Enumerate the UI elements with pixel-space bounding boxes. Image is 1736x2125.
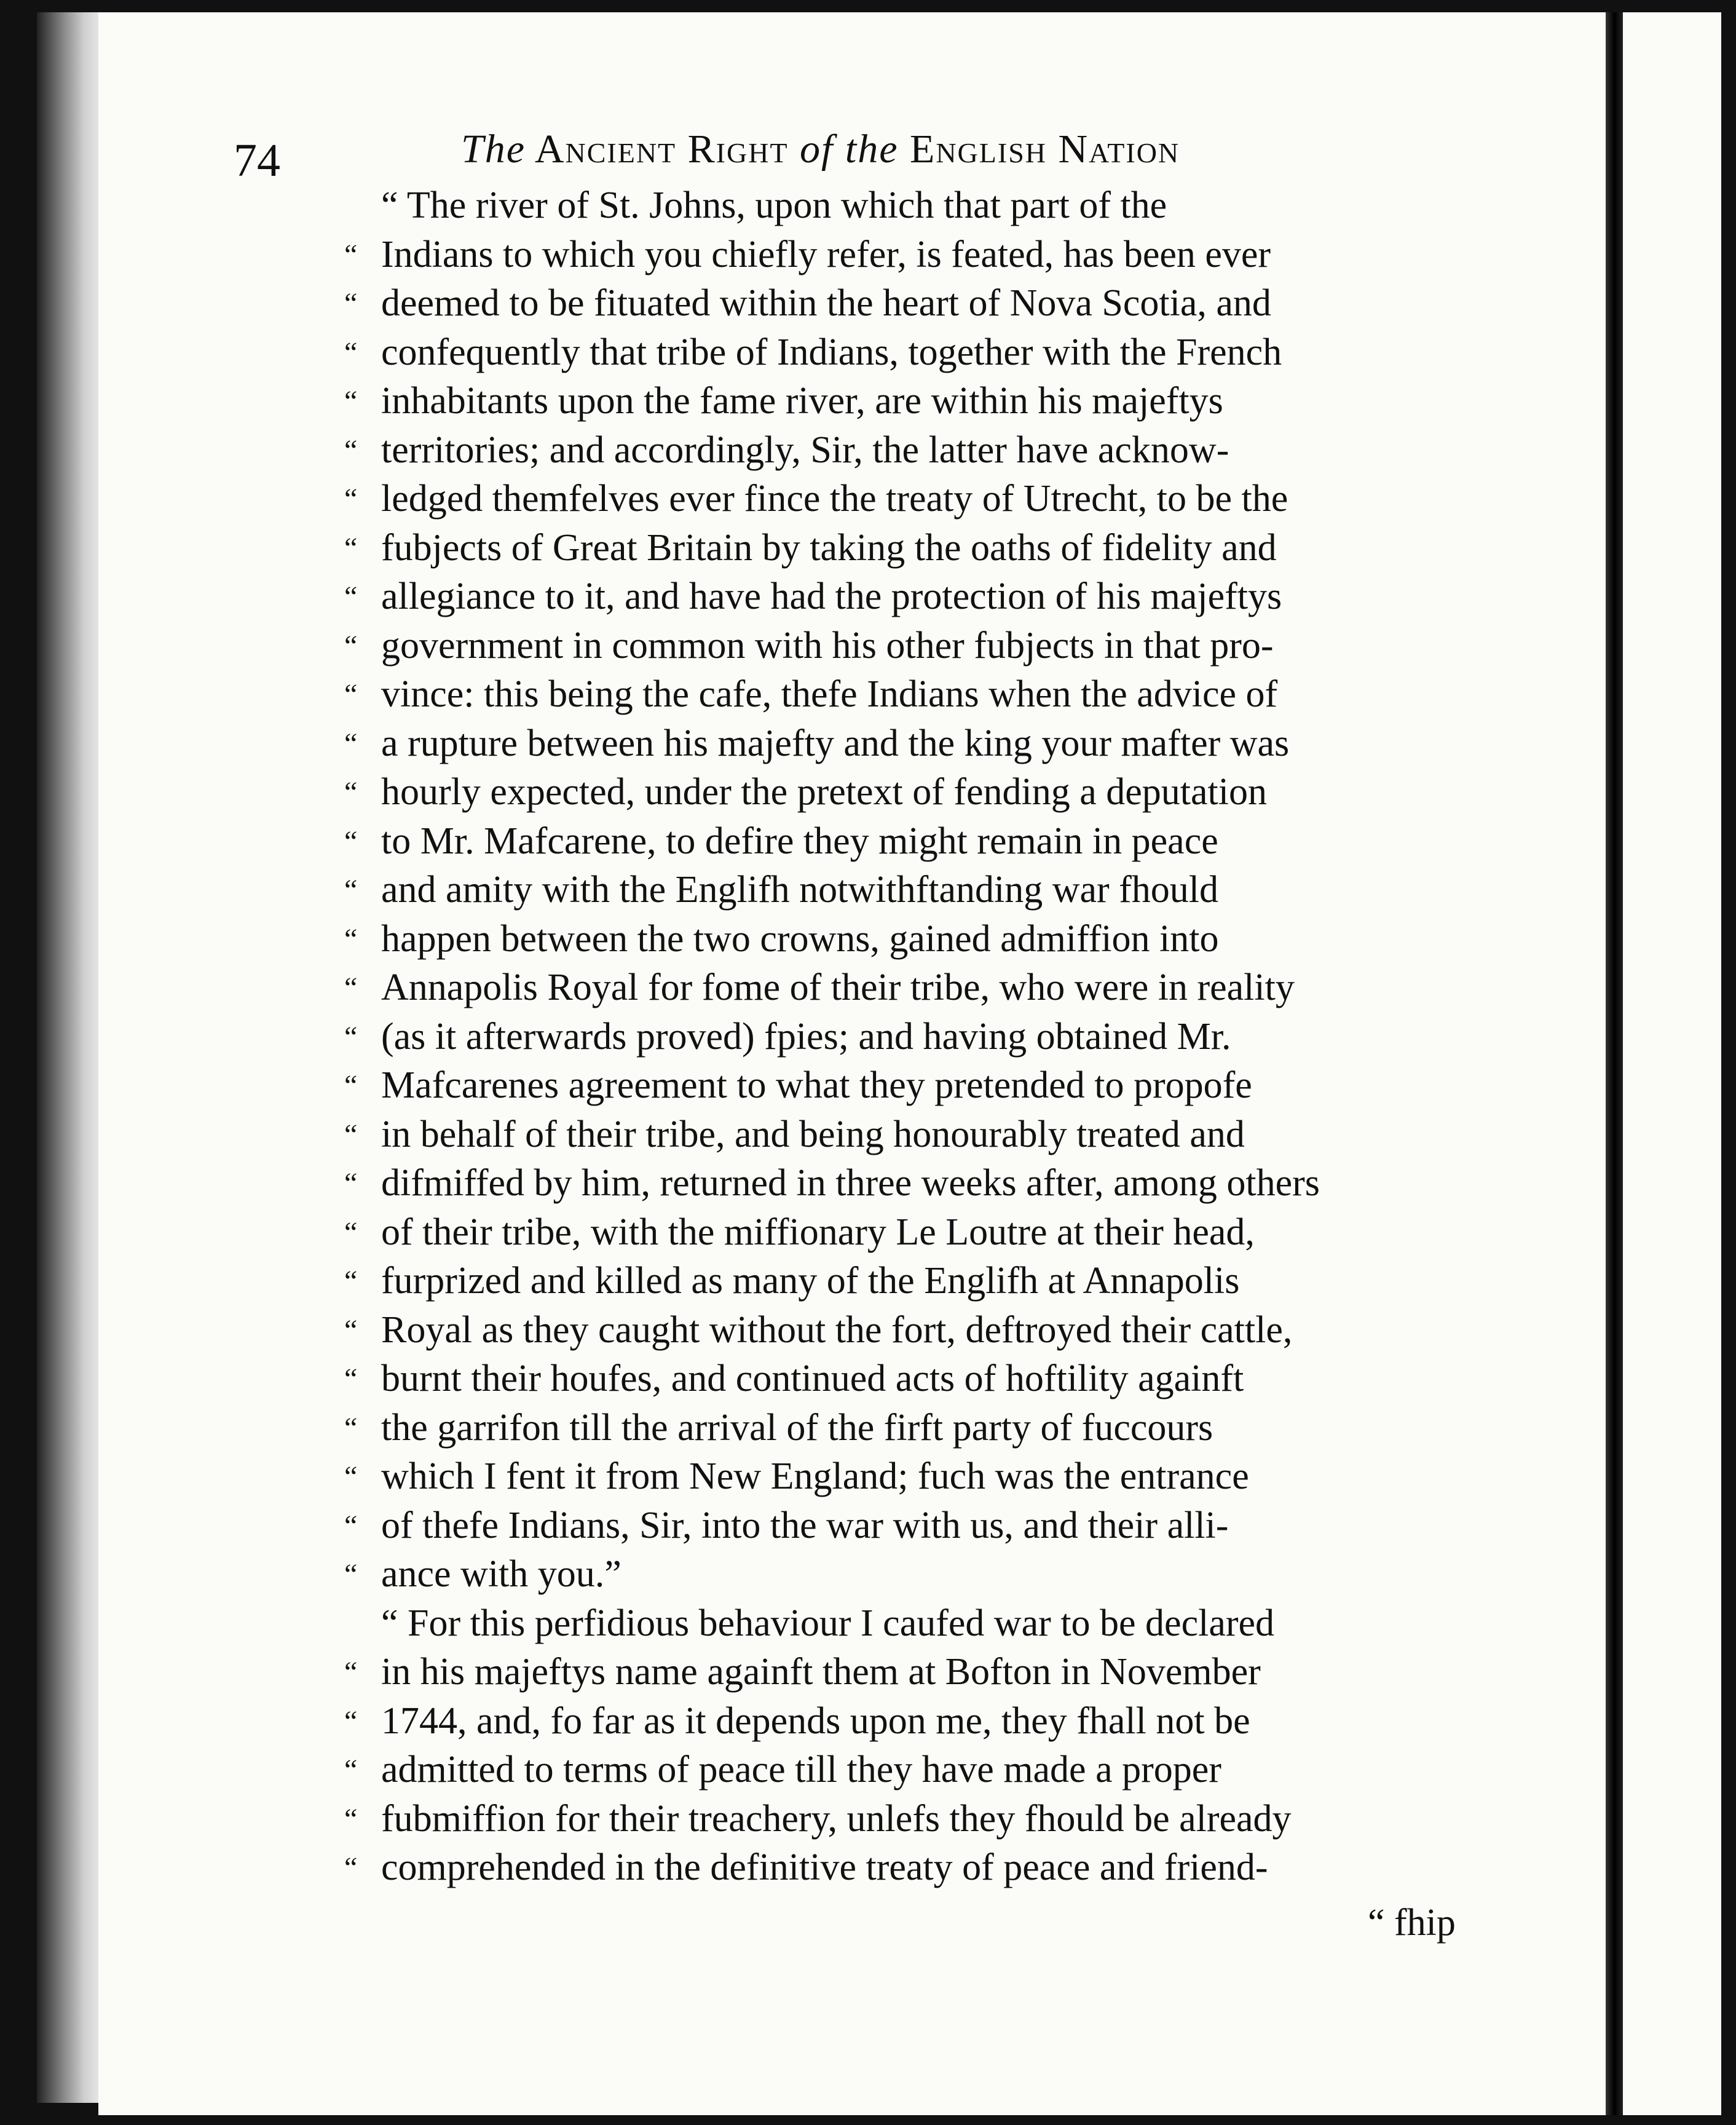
quote-mark: “	[344, 336, 358, 369]
text-line-content: to Mr. Mafcarene, to defire they might remain in peace	[381, 820, 1218, 862]
text-line-content: “ For this perfidious behaviour I caufed war to be declared	[381, 1602, 1275, 1644]
running-head-the: The	[461, 127, 526, 172]
text-line	[381, 1599, 1482, 1648]
quote-mark: “	[344, 1656, 358, 1688]
text-line-content: comprehended in the definitive treaty of peace and friend-	[381, 1846, 1268, 1888]
text-line-content: Annapolis Royal for fome of their tribe, who were in reality	[381, 967, 1295, 1008]
text-line	[344, 1843, 1482, 1893]
text-line	[344, 1404, 1482, 1453]
text-line	[344, 1795, 1482, 1844]
text-line-content: ledged themfelves ever fince the treaty of Utrecht, to be the	[381, 478, 1288, 520]
quote-mark: “	[344, 1167, 358, 1200]
quote-mark: “	[344, 1265, 358, 1297]
text-line-content: in his majeftys name againft them at Bofton in November	[381, 1651, 1261, 1693]
text-line	[381, 181, 1482, 231]
running-head	[461, 126, 1359, 173]
quote-mark: “	[344, 580, 358, 613]
text-line	[344, 1159, 1482, 1208]
text-line	[344, 1746, 1482, 1795]
quote-mark: “	[344, 1704, 358, 1738]
quote-mark: “	[344, 1216, 358, 1249]
quote-mark: “	[344, 483, 358, 515]
text-line-content: the garrifon till the arrival of the firft party of fuccours	[381, 1406, 1213, 1449]
quote-mark: “	[344, 385, 358, 417]
text-line	[344, 1355, 1482, 1404]
text-line	[344, 231, 1482, 280]
text-line	[344, 1061, 1482, 1110]
text-line	[344, 1110, 1482, 1160]
book-gutter	[1606, 12, 1623, 2115]
text-line-content: of their tribe, with the miffionary Le Loutre at their head,	[381, 1211, 1255, 1253]
text-line-content: “ The river of St. Johns, upon which that part of the	[381, 184, 1167, 226]
body-text	[344, 181, 1482, 1893]
quote-mark: “	[344, 922, 358, 956]
text-line-content: difmiffed by him, returned in three weeks after, among others	[381, 1162, 1320, 1204]
text-line-content: which I fent it from New England; fuch was the entrance	[381, 1455, 1249, 1497]
running-head-ancient-right: Ancient Right	[534, 127, 789, 172]
quote-mark: “	[344, 776, 358, 809]
quote-mark: “	[344, 629, 358, 662]
text-line	[344, 1502, 1482, 1551]
facing-page-edge	[1623, 12, 1721, 2115]
text-line	[344, 964, 1482, 1013]
quote-mark: “	[344, 678, 358, 711]
text-line-content: inhabitants upon the fame river, are within his majeftys	[381, 380, 1223, 422]
quote-mark: “	[344, 1069, 358, 1102]
text-line	[344, 1208, 1482, 1257]
text-line-content: burnt their houfes, and continued acts of hoftility againft	[381, 1358, 1244, 1399]
text-line-content: Royal as they caught without the fort, deftroyed their cattle,	[381, 1308, 1293, 1351]
text-line-content: ance with you.”	[381, 1553, 621, 1595]
text-line-content: vince: this being the cafe, thefe Indians when the advice of	[381, 673, 1278, 715]
quote-mark: “	[344, 1802, 358, 1835]
text-line	[344, 279, 1482, 328]
text-line	[344, 719, 1482, 769]
quote-mark: “	[344, 971, 358, 1004]
quote-mark: “	[344, 1851, 358, 1884]
catchword: “ fhip	[1368, 1902, 1456, 1944]
quote-mark: “	[344, 1313, 358, 1347]
quote-mark: “	[344, 1754, 358, 1786]
running-head-of-the: of the	[800, 127, 899, 172]
quote-mark: “	[344, 433, 358, 467]
text-line	[344, 1306, 1482, 1355]
text-line	[344, 377, 1482, 426]
quote-mark: “	[344, 1363, 358, 1395]
text-line	[344, 328, 1482, 378]
text-line-content: fubmiffion for their treachery, unlefs they fhould be already	[381, 1797, 1292, 1840]
text-line-content: 1744, and, fo far as it depends upon me, they fhall not be	[381, 1700, 1250, 1742]
quote-mark: “	[344, 1118, 358, 1151]
text-line-content: territories; and accordingly, Sir, the latter have acknow-	[381, 429, 1229, 471]
text-line	[344, 768, 1482, 817]
quote-mark: “	[344, 1509, 358, 1542]
running-head-english-nation: English Nation	[910, 127, 1180, 172]
text-line	[344, 866, 1482, 915]
text-line-content: happen between the two crowns, gained admiffion into	[381, 917, 1219, 960]
quote-mark: “	[344, 874, 358, 906]
quote-mark: “	[344, 1460, 358, 1493]
text-line	[344, 817, 1482, 866]
text-line	[344, 1013, 1482, 1062]
text-line-content: Indians to which you chiefly refer, is feated, has been ever	[381, 233, 1271, 275]
text-line-content: of thefe Indians, Sir, into the war with us, and their alli-	[381, 1504, 1229, 1546]
text-line	[344, 572, 1482, 622]
text-line	[344, 1648, 1482, 1697]
text-line	[344, 1697, 1482, 1746]
text-line-content: furprized and killed as many of the Englifh at Annapolis	[381, 1260, 1240, 1302]
text-line-content: Mafcarenes agreement to what they pretended to propofe	[381, 1064, 1252, 1106]
text-line	[344, 915, 1482, 964]
quote-mark: “	[344, 825, 358, 858]
text-line	[344, 426, 1482, 475]
text-line-content: a rupture between his majefty and the king your mafter was	[381, 722, 1290, 764]
text-line	[344, 1452, 1482, 1502]
quote-mark: “	[344, 1558, 358, 1591]
text-line	[344, 670, 1482, 719]
text-line-content: hourly expected, under the pretext of fending a deputation	[381, 771, 1267, 813]
text-line	[344, 475, 1482, 524]
text-line	[344, 524, 1482, 573]
book-page-edge	[37, 12, 105, 2103]
text-line	[344, 1257, 1482, 1306]
quote-mark: “	[344, 238, 358, 271]
text-line-content: and amity with the Englifh notwithftanding war fhould	[381, 869, 1219, 911]
page-number: 74	[234, 135, 280, 186]
text-line	[344, 1550, 1482, 1599]
text-line-content: confequently that tribe of Indians, together with the French	[381, 331, 1282, 373]
text-line-content: deemed to be fituated within the heart of Nova Scotia, and	[381, 282, 1271, 324]
quote-mark: “	[344, 531, 358, 564]
text-line-content: (as it afterwards proved) fpies; and having obtained Mr.	[381, 1015, 1231, 1058]
quote-mark: “	[344, 1020, 358, 1053]
quote-mark: “	[344, 1411, 358, 1444]
text-line-content: government in common with his other fubjects in that pro-	[381, 624, 1274, 667]
text-line-content: fubjects of Great Britain by taking the oaths of fidelity and	[381, 526, 1277, 569]
quote-mark: “	[344, 727, 358, 760]
text-line-content: admitted to terms of peace till they have made a proper	[381, 1749, 1221, 1791]
text-line-content: allegiance to it, and have had the protection of his majeftys	[381, 576, 1282, 617]
quote-mark: “	[344, 287, 358, 320]
text-line-content: in behalf of their tribe, and being honourably treated and	[381, 1113, 1245, 1155]
text-line	[344, 622, 1482, 671]
